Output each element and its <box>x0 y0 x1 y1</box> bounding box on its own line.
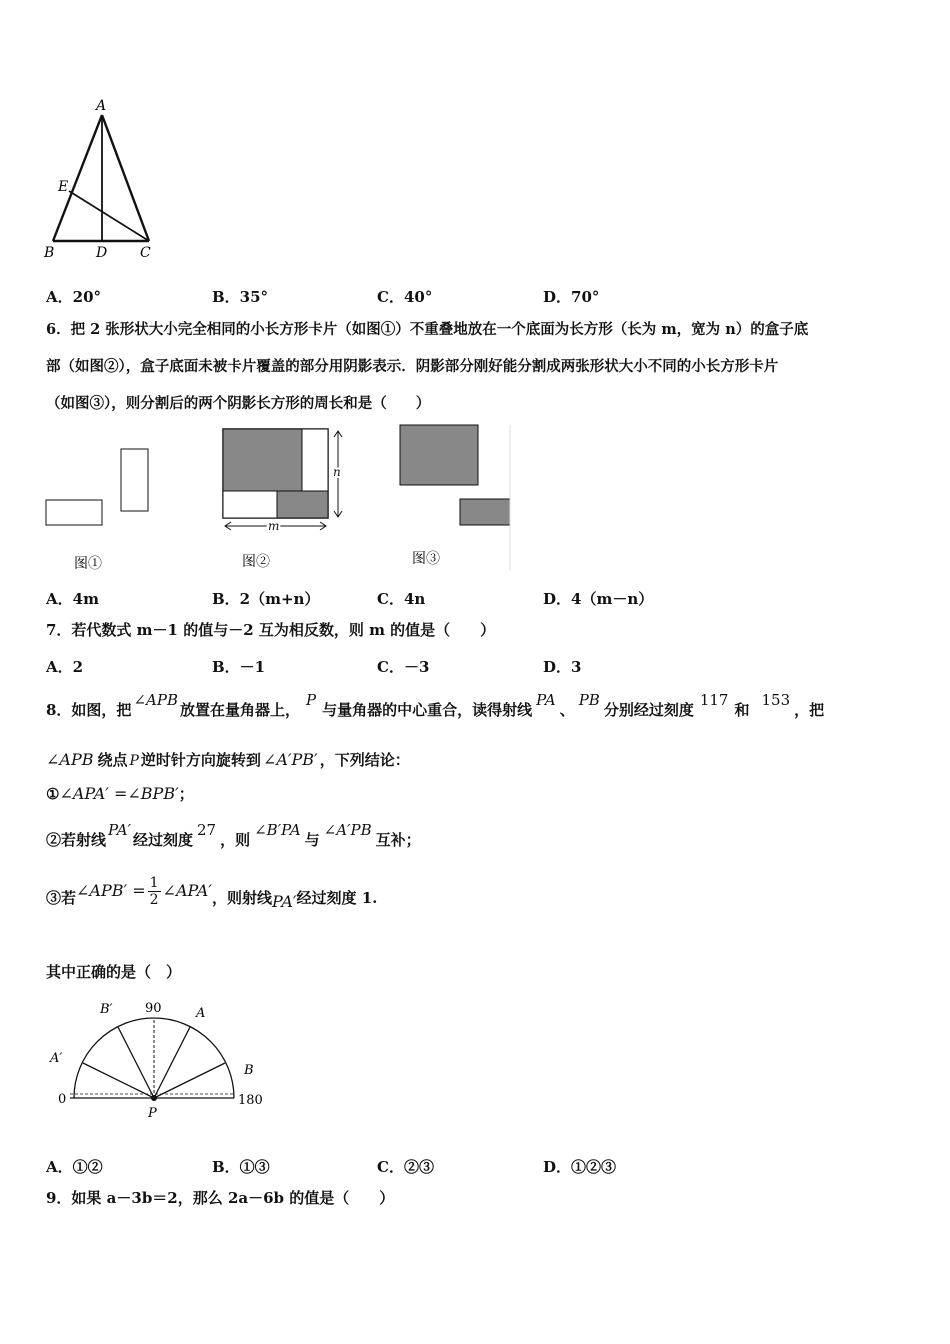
q8-conclusion-2 <box>46 821 421 850</box>
q7-option-b[interactable]: B．－1 <box>212 658 266 676</box>
q8-l1-sep: 、 <box>559 701 575 719</box>
q6-figures <box>40 420 520 580</box>
fig1-label: 图① <box>74 556 102 572</box>
fig3-label: 图③ <box>412 551 440 567</box>
q6-option-d[interactable]: D．4（m－n） <box>543 590 654 608</box>
q8-l2-a: 绕点 <box>97 751 128 769</box>
q8-c1-expr: ∠APA′ =∠BPB′ <box>59 784 179 803</box>
q8-c3-pa: PA′ <box>272 892 297 911</box>
protractor-90: 90 <box>145 1001 162 1016</box>
q8-l2-angle2: ∠A′PB′ <box>262 750 318 769</box>
q6-option-b[interactable]: B．2（m+n） <box>212 590 320 608</box>
q8-c2-b: 经过刻度 <box>132 831 193 849</box>
protractor-p: P <box>148 1106 157 1121</box>
q5-option-b[interactable]: B．35° <box>212 288 269 306</box>
q8-c3-a: ③若 <box>46 889 77 907</box>
q8-l1-a: 8．如图，把 <box>46 701 132 719</box>
q8-l1-v1: 117 <box>699 691 729 709</box>
q8-option-d[interactable]: D．①②③ <box>543 1158 617 1176</box>
fig2-n-label: n <box>333 465 341 479</box>
q5-option-a[interactable]: A．20° <box>46 288 102 306</box>
q8-stem-line1 <box>46 691 825 720</box>
q8-l2-p: P <box>129 753 139 769</box>
q8-l1-and: 和 <box>734 701 750 719</box>
triangle-figure <box>40 95 170 265</box>
q8-c2-v: 27 <box>197 821 217 839</box>
q8-c3-b: ，则射线 <box>212 889 273 907</box>
protractor-180: 180 <box>238 1093 263 1108</box>
q8-c2-e2: ∠A′PB <box>323 821 372 839</box>
q6-option-a[interactable]: A．4m <box>46 590 99 608</box>
q8-l1-angle: ∠APB <box>133 691 178 709</box>
protractor-b: B <box>244 1063 254 1078</box>
q5-option-c[interactable]: C．40° <box>377 288 433 306</box>
q8-l1-pa: PA <box>536 691 556 709</box>
q8-c3-c: 经过刻度 1. <box>296 889 378 907</box>
q5-option-d[interactable]: D．70° <box>543 288 600 306</box>
protractor-a1: A′ <box>50 1051 63 1066</box>
label-c: C <box>140 245 151 261</box>
q6-stem-line1: 6．把 2 张形状大小完全相同的小长方形卡片（如图①）不重叠地放在一个底面为长方形（长为 m，宽为 n）的盒子底 <box>46 321 809 338</box>
q8-l1-c: 与量角器的中心重合，读得射线 <box>322 701 533 719</box>
q8-l1-v2: 153 <box>761 691 791 709</box>
q8-l2-c: ，下列结论： <box>319 751 410 769</box>
q6-option-c[interactable]: C．4n <box>377 590 426 608</box>
q8-c3-den: 2 <box>149 891 159 908</box>
q8-l1-p: P <box>306 691 317 709</box>
fig2-label: 图② <box>242 554 270 570</box>
q8-l2-b: 逆时针方向旋转到 <box>140 751 261 769</box>
q8-c3-num: 1 <box>149 874 159 891</box>
q8-l2-angle: ∠APB <box>46 750 94 769</box>
fig2-m-label: m <box>268 519 280 533</box>
q8-c3-e1: ∠APB′ = <box>76 881 146 900</box>
q7-stem: 7．若代数式 m－1 的值与－2 互为相反数，则 m 的值是（ ） <box>46 621 496 639</box>
q8-conclusion-3 <box>46 876 377 921</box>
q6-stem-line2: 部（如图②），盒子底面未被卡片覆盖的部分用阴影表示．阴影部分刚好能分割成两张形状大小不同的小长方形卡片 <box>46 358 779 375</box>
q7-option-a[interactable]: A．2 <box>46 658 84 676</box>
q8-c2-e: 互补； <box>375 831 421 849</box>
q8-c2-d: 与 <box>304 831 320 849</box>
q8-option-a[interactable]: A．①② <box>46 1158 103 1176</box>
q8-l1-pb: PB <box>578 691 600 709</box>
q8-conclusion-1 <box>46 784 194 804</box>
q8-ask: 其中正确的是（ ） <box>46 963 182 981</box>
q8-c2-a: ②若射线 <box>46 831 107 849</box>
q9-stem: 9．如果 a－3b＝2，那么 2a－6b 的值是（ ） <box>46 1189 395 1207</box>
q8-c2-pa: PA′ <box>108 821 131 839</box>
q7-option-d[interactable]: D．3 <box>543 658 582 676</box>
label-e: E <box>58 179 69 195</box>
label-d: D <box>96 245 108 261</box>
protractor-0: 0 <box>58 1092 67 1107</box>
q7-option-c[interactable]: C．－3 <box>377 658 430 676</box>
q8-c1-num: ① <box>46 785 60 803</box>
label-a: A <box>96 98 107 114</box>
q8-l1-b: 放置在量角器上， <box>179 701 300 719</box>
protractor-a: A <box>196 1006 206 1021</box>
q8-l1-e: ，把 <box>794 701 825 719</box>
q8-option-b[interactable]: B．①③ <box>212 1158 270 1176</box>
label-b: B <box>44 245 55 261</box>
protractor-figure <box>44 995 274 1125</box>
q8-c2-c: ，则 <box>220 831 251 849</box>
q8-option-c[interactable]: C．②③ <box>377 1158 434 1176</box>
q8-stem-line2 <box>46 750 410 771</box>
q8-l1-d: 分别经过刻度 <box>603 701 694 719</box>
q6-stem-line3: （如图③），则分割后的两个阴影长方形的周长和是（ ） <box>46 395 431 412</box>
q8-c2-e1: ∠B′PA <box>254 821 301 839</box>
q8-c3-e2: ∠APA′ <box>162 881 212 900</box>
protractor-b1: B′ <box>100 1002 113 1017</box>
q8-c1-end: ； <box>178 785 194 803</box>
